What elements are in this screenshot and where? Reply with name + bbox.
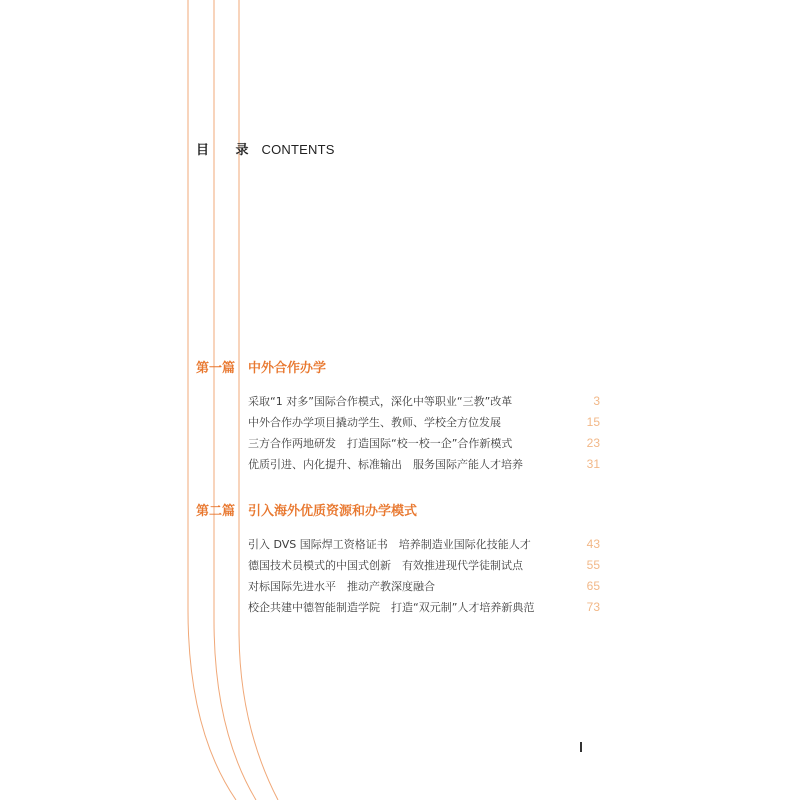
entry-title: 三方合作两地研发 打造国际“校一校一企”合作新模式 [248,437,513,450]
toc-entry[interactable] [248,534,600,555]
entry-title: 采取“1 对多”国际合作模式，深化中等职业“三教”改革 [248,395,513,408]
part-2 [196,503,616,618]
entry-page-number: 65 [586,579,600,593]
entry-page-number: 31 [586,457,600,471]
toc-title-en: CONTENTS [261,142,335,157]
toc-entry[interactable] [248,576,600,597]
entry-page-number: 15 [586,415,600,429]
part-title: 引入海外优质资源和办学模式 [248,504,418,519]
entry-title: 中外合作办学项目撬动学生、教师、学校全方位发展 [248,416,501,429]
part-heading[interactable] [196,503,616,521]
entry-list [248,534,616,618]
toc-entry[interactable] [248,433,600,454]
toc-entry[interactable] [248,454,600,475]
toc-entry[interactable] [248,555,600,576]
entry-list [248,391,616,475]
entry-title: 优质引进、内化提升、标准输出 服务国际产能人才培养 [248,458,523,471]
toc-title [196,141,335,160]
entry-page-number: 3 [593,394,600,408]
part-title: 中外合作办学 [248,361,327,376]
toc-title-cn: 目 录 [196,143,260,158]
toc-entry[interactable] [248,391,600,412]
folio-mark [580,742,582,752]
entry-title: 引入 DVS 国际焊工资格证书 培养制造业国际化技能人才 [248,538,531,551]
toc-entry[interactable] [248,597,600,618]
toc-entry[interactable] [248,412,600,433]
entry-page-number: 55 [586,558,600,572]
part-heading[interactable] [196,360,616,378]
entry-page-number: 73 [586,600,600,614]
part-number: 第一篇 [196,361,236,376]
entry-page-number: 23 [586,436,600,450]
entry-title: 对标国际先进水平 推动产教深度融合 [248,580,435,593]
entry-page-number: 43 [586,537,600,551]
entry-title: 德国技术员模式的中国式创新 有效推进现代学徒制试点 [248,559,523,572]
entry-title: 校企共建中德智能制造学院 打造“双元制”人才培养新典范 [248,601,535,614]
part-1 [196,360,616,475]
part-number: 第二篇 [196,504,236,519]
